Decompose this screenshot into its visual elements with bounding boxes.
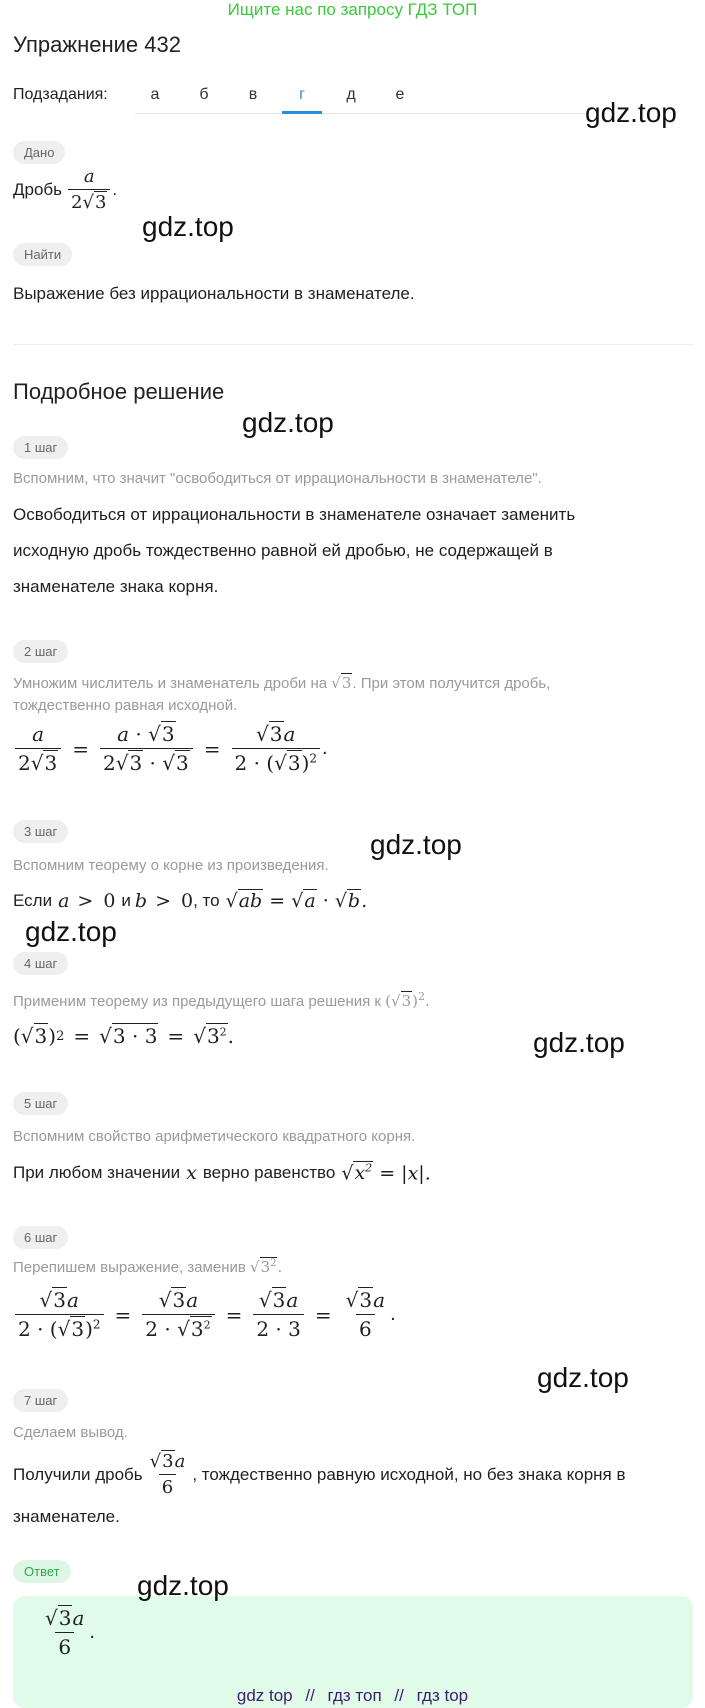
step7-text-part1: Получили дробь [13,1464,143,1484]
step1-badge-label: 1 шаг [13,436,68,459]
tab-a[interactable]: а [150,86,160,103]
watermark: gdz.top [137,1570,229,1601]
step6-hint-text: Перепишем выражение, заменив [13,1259,246,1276]
given-den-radicand: 3 [94,192,107,213]
find-badge [13,243,72,266]
answer-expression: $\frac{√3a}{6}$ . [45,1606,95,1659]
step1-text-line3: знаменателе знака корня. [13,577,219,596]
step5-badge [13,1092,68,1115]
given-badge [13,141,65,164]
step6-equation: $\frac{√3a}{2 \cdot (√3)^2}$ = $\frac{√3a}{2 \cdot √3^2}$ = $\frac{√3a}{2 \cdot 3}$ = $\frac{√3a}{6}$ . [13,1288,396,1341]
step2-hint-line2: тождественно равная исходной. [13,697,238,714]
footer-sep: // [394,1686,404,1705]
tab-b[interactable]: б [199,86,209,103]
step2-hint-part2: . При этом получится дробь, [352,675,551,692]
step4-hint-text: Применим теорему из предыдущего шага решения к [13,993,381,1010]
step4-badge [13,952,68,975]
step7-badge [13,1389,68,1412]
step7-text-line1: Получили дробь $\frac{√3a}{6}$ , тождественно равную исходной, но без знака корня в [13,1451,626,1498]
step7-text-line2: знаменателе. [13,1507,120,1526]
step5-text: При любом значении x верно равенство $√x^2 = |x|$. [13,1162,431,1185]
step2-hint-line1 [13,674,550,692]
section-divider [13,344,693,345]
sqrt3-inline: √3 [331,674,352,692]
step6-badge-label: 6 шаг [13,1226,68,1249]
step1-text-line1: Освободиться от иррациональности в знаменателе означает заменить [13,505,576,524]
step3-badge [13,820,68,843]
step5-hint: Вспомним свойство арифметического квадратного корня. [13,1128,416,1145]
step4-badge-label: 4 шаг [13,952,68,975]
step5-text-part2: верно равенство [202,1163,336,1183]
find-text: Выражение без иррациональности в знаменателе. [13,284,415,303]
step3-and: и [121,891,131,910]
subtasks-label: Подзадания: [13,86,108,103]
step2-badge-label: 2 шаг [13,640,68,663]
given-fraction [68,166,110,213]
step4-hint: Применим теорему из предыдущего шага решения к $(√3)^2$. [13,990,430,1010]
tab-v[interactable]: в [248,86,258,103]
step3-then: , то [193,891,220,910]
page-title: Упражнение 432 [13,32,181,57]
watermark: gdz.top [142,211,234,242]
solution-title: Подробное решение [13,379,225,404]
watermark: gdz.top [537,1362,629,1393]
step6-badge [13,1226,68,1249]
step6-hint: Перепишем выражение, заменив $√3^2$. [13,1258,283,1276]
step1-text-line2: исходную дробь тождественно равной ей дробью, не содержащей в [13,541,553,560]
active-tab-indicator [282,111,322,114]
answer-badge [13,1560,71,1583]
tab-d[interactable]: д [346,86,356,103]
step2-hint-part1: Умножим числитель и знаменатель дроби на [13,675,328,692]
tabs-divider [135,113,590,114]
top-banner[interactable]: Ищите нас по запросу ГДЗ ТОП [227,0,478,19]
step7-text-part2: , тождественно равную исходной, но без знака корня в [192,1464,626,1484]
step3-theorem: Если a > 0 и b > 0 , то √ab = √a · √b. [13,890,368,912]
given-numerator: a [83,166,95,187]
answer-badge-label: Ответ [13,1560,71,1583]
given-text: Дробь $\frac{a}{2√3}$ . [13,166,118,213]
step7-hint: Сделаем вывод. [13,1424,128,1441]
step3-badge-label: 3 шаг [13,820,68,843]
watermark: gdz.top [25,916,117,947]
watermark: gdz.top [533,1027,625,1058]
footer-sep: // [305,1686,315,1705]
step5-text-part1: При любом значении [13,1163,181,1183]
step1-hint: Вспомним, что значит "освободиться от иррациональности в знаменателе". [13,470,542,487]
step1-badge [13,436,68,459]
footer-link-3[interactable]: гдз top [416,1686,469,1705]
tab-g[interactable]: г [299,86,305,103]
watermark: gdz.top [370,829,462,860]
step2-equation: $\frac{a}{2√3}$ = $\frac{a \cdot √3}{2√3 \cdot √3}$ = $\frac{√3a}{2 \cdot (√3)^2}$ . [13,722,328,775]
given-denominator: 2√3 [68,189,110,213]
tab-e[interactable]: е [395,86,405,103]
footer-links [0,1686,705,1706]
given-den-coeff: 2 [71,192,83,213]
step3-if: Если [13,891,53,910]
step2-badge [13,640,68,663]
watermark: gdz.top [242,407,334,438]
given-label: Дробь [13,179,63,199]
given-badge-label: Дано [13,141,65,164]
footer-link-2[interactable]: гдз топ [327,1686,382,1705]
step4-equation: (√ 3 ) 2 = √ 3 · 3 = √ $3^2$ . [13,1024,235,1048]
step3-hint: Вспомним теорему о корне из произведения. [13,857,329,874]
step5-badge-label: 5 шаг [13,1092,68,1115]
watermark: gdz.top [585,97,677,128]
footer-link-1[interactable]: gdz top [236,1686,293,1705]
step7-badge-label: 7 шаг [13,1389,68,1412]
find-badge-label: Найти [13,243,72,266]
